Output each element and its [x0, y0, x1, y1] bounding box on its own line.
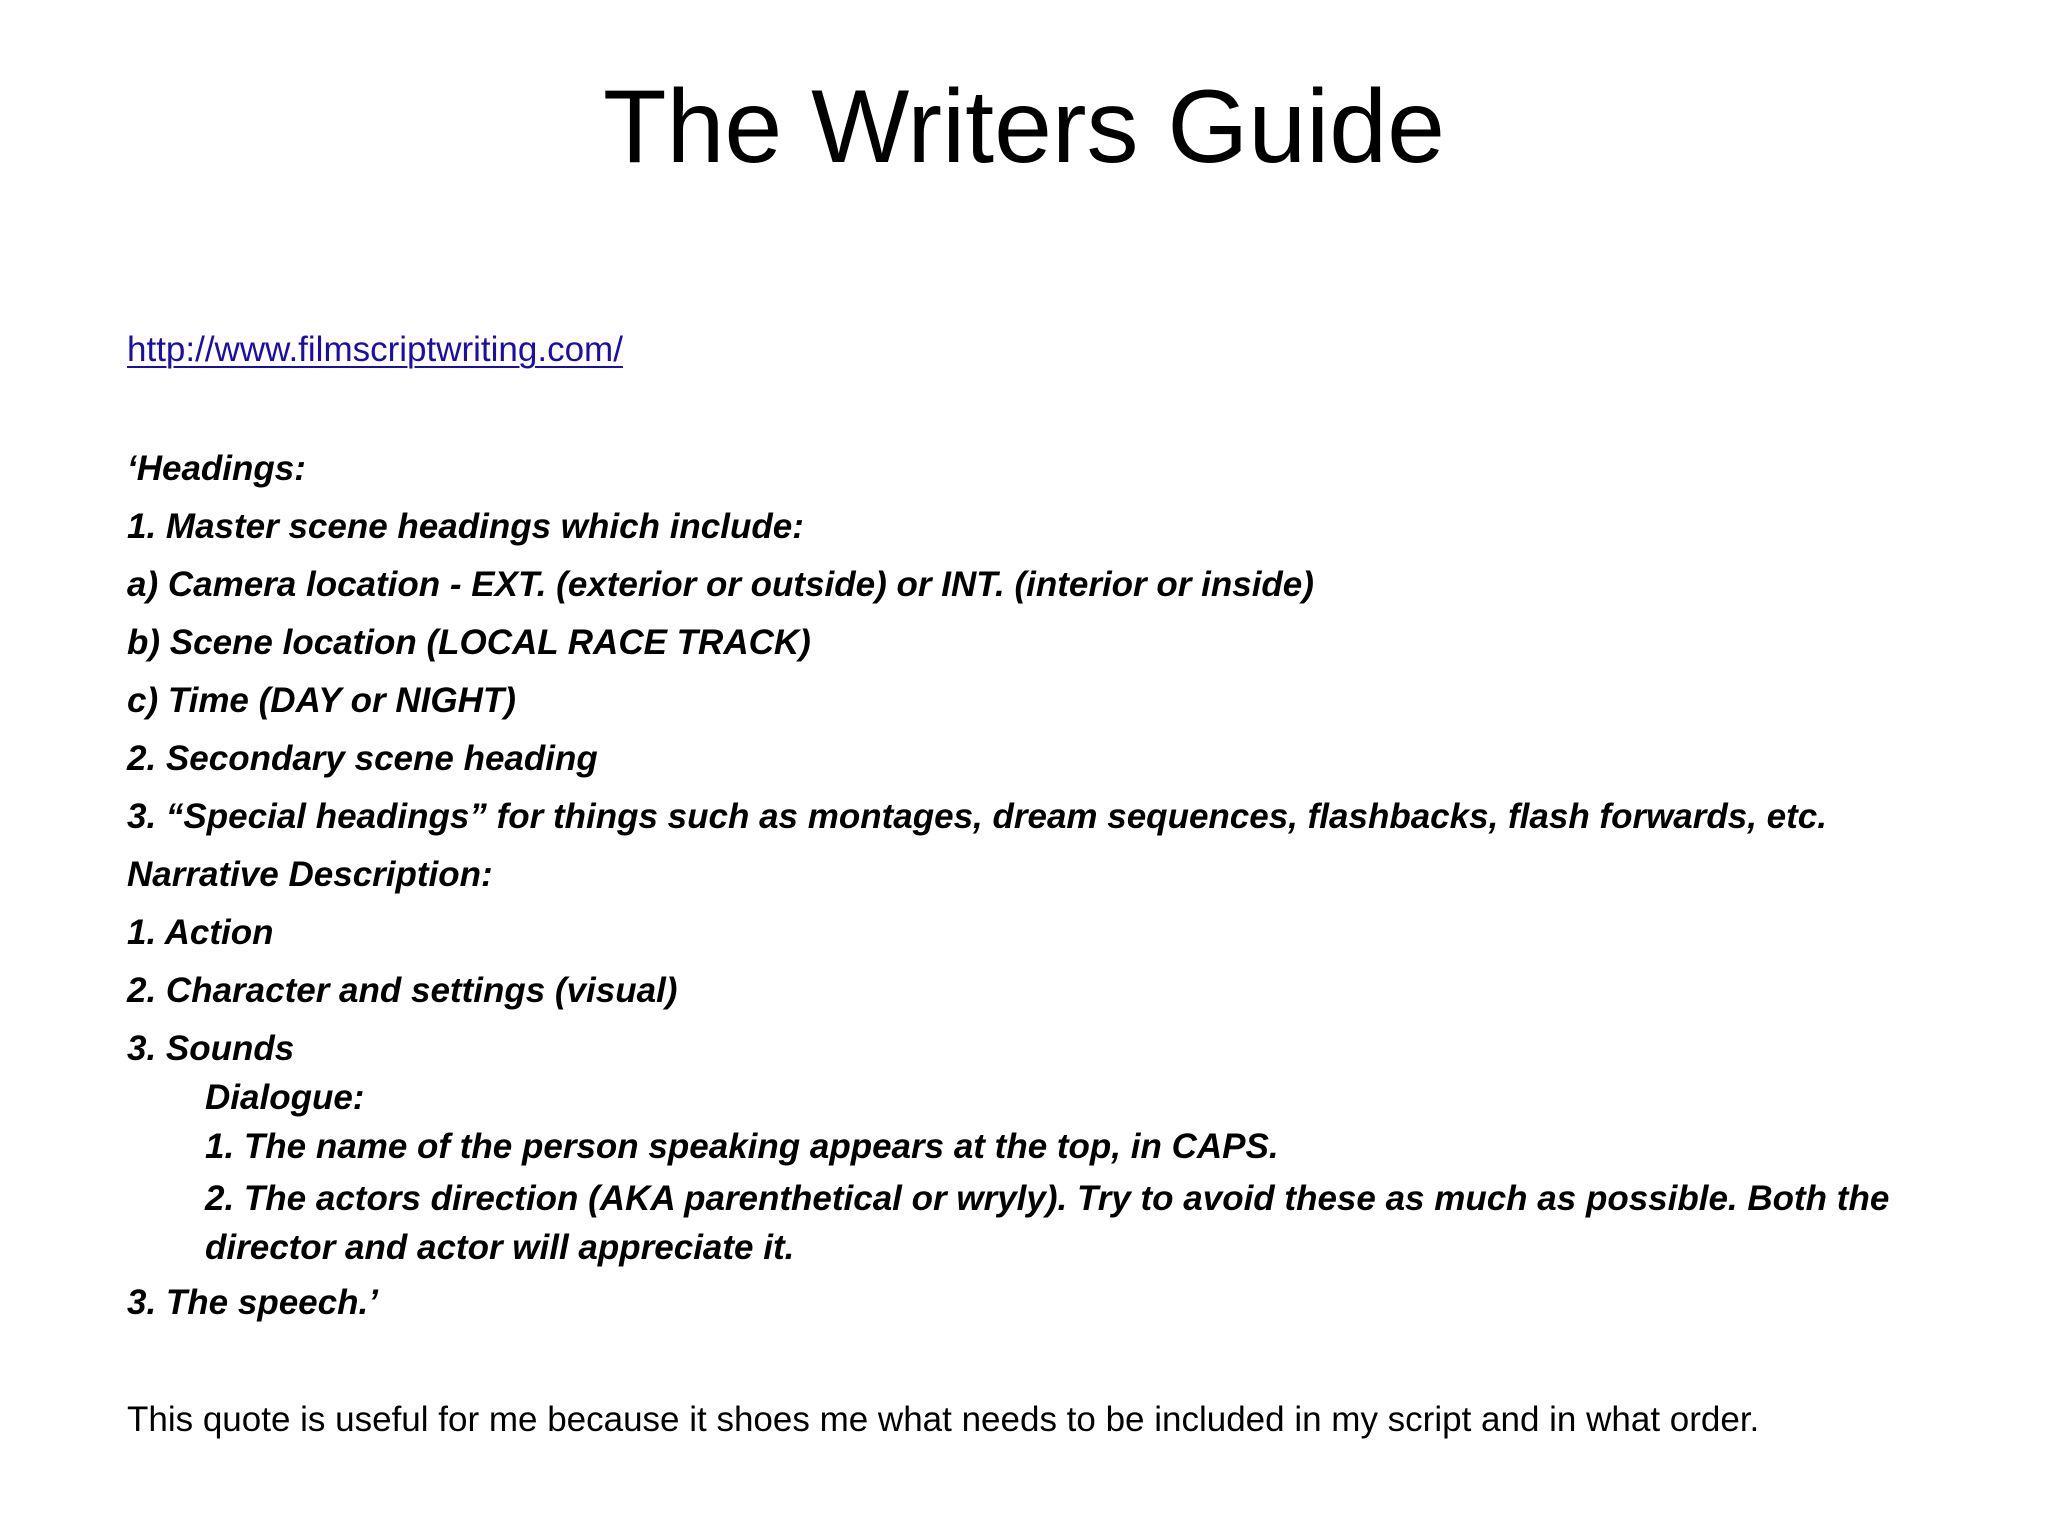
quote-line: b) Scene location (LOCAL RACE TRACK) [127, 623, 811, 662]
quote-block [127, 447, 1987, 1339]
quote-line: c) Time (DAY or NIGHT) [127, 681, 516, 720]
quote-line: 2. Character and settings (visual) [127, 971, 678, 1010]
quote-line: ‘Headings: [127, 449, 306, 488]
quote-line: 1. Master scene headings which include: [127, 507, 804, 546]
quote-line: 1. Action [127, 913, 274, 952]
website-link[interactable]: http://www.filmscriptwriting.com/ [127, 330, 623, 369]
quote-line: 2. Secondary scene heading [127, 739, 598, 778]
dialogue-item: 2. The actors direction (AKA parenthetical or wryly). Try to avoid these as much as possible. Both the director and actor will appreciate it. [205, 1179, 1890, 1267]
quote-line: 3. Sounds [127, 1029, 295, 1068]
slide-title: The Writers Guide [603, 69, 1445, 185]
dialogue-heading: Dialogue: [205, 1078, 365, 1117]
quote-line: Narrative Description: [127, 855, 493, 894]
quote-line: 3. The speech.’ [127, 1283, 378, 1322]
quote-line: 3. “Special headings” for things such as montages, dream sequences, flashbacks, flash forwards, etc. [127, 797, 1827, 836]
comment-text: This quote is useful for me because it shoes me what needs to be included in my script and in what order. [127, 1400, 1760, 1439]
dialogue-item: 1. The name of the person speaking appears at the top, in CAPS. [205, 1127, 1279, 1166]
quote-line: a) Camera location - EXT. (exterior or outside) or INT. (interior or inside) [127, 565, 1314, 604]
